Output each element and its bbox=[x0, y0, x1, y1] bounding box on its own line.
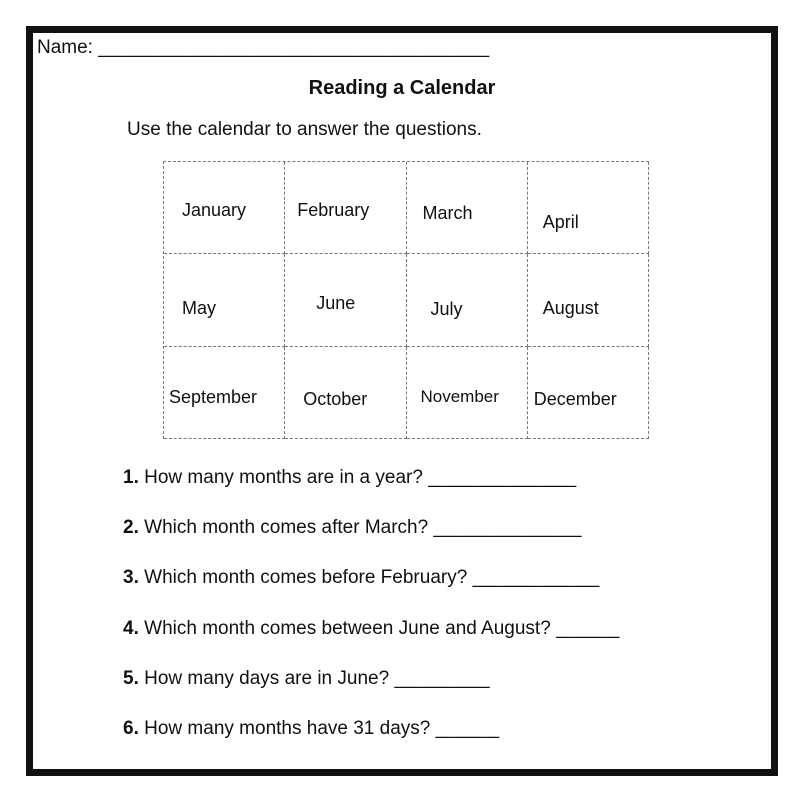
calendar-cell-january bbox=[164, 162, 285, 254]
month-label: August bbox=[542, 298, 599, 319]
month-label: February bbox=[297, 200, 370, 220]
name-row bbox=[37, 37, 489, 59]
month-label: June bbox=[316, 293, 356, 314]
question-text: How many months have 31 days? bbox=[144, 718, 431, 739]
month-label: March bbox=[422, 203, 473, 223]
month-label: October bbox=[303, 388, 368, 409]
worksheet-frame bbox=[26, 26, 778, 776]
calendar-cell-march bbox=[407, 162, 528, 254]
month-label: July bbox=[430, 299, 463, 320]
answer-blank: ______ bbox=[556, 618, 620, 639]
calendar-cell-july bbox=[407, 254, 528, 346]
question-2 bbox=[123, 517, 581, 539]
question-4 bbox=[123, 618, 619, 640]
month-label: May bbox=[182, 298, 217, 319]
calendar-cell-february bbox=[285, 162, 406, 254]
month-label: April bbox=[542, 212, 579, 232]
calendar-cell-april bbox=[528, 162, 649, 254]
question-text: Which month comes after March? bbox=[144, 517, 429, 538]
answer-blank: ______________ bbox=[433, 517, 582, 538]
question-text: Which month comes before February? bbox=[144, 567, 468, 588]
answer-blank: ______________ bbox=[428, 467, 577, 488]
question-number: 5. bbox=[123, 668, 139, 689]
name-blank: _____________________________________ bbox=[98, 37, 490, 58]
question-number: 2. bbox=[123, 517, 139, 538]
calendar-cell-may bbox=[164, 254, 285, 346]
month-label: September bbox=[169, 386, 258, 407]
answer-blank: ______ bbox=[435, 718, 500, 739]
question-1 bbox=[123, 467, 576, 489]
name-label: Name: bbox=[37, 37, 93, 58]
question-6 bbox=[123, 718, 499, 740]
calendar-cell-september bbox=[164, 347, 285, 439]
calendar-cell-august bbox=[528, 254, 649, 346]
question-text: How many days are in June? bbox=[144, 668, 390, 689]
question-number: 4. bbox=[123, 618, 139, 639]
calendar-cell-december bbox=[528, 347, 649, 439]
question-number: 1. bbox=[123, 467, 139, 488]
question-3 bbox=[123, 567, 599, 589]
month-label: November bbox=[420, 386, 499, 406]
calendar-cell-october bbox=[285, 347, 406, 439]
month-label: December bbox=[533, 388, 617, 409]
worksheet-title: Reading a Calendar bbox=[308, 77, 496, 99]
question-text: How many months are in a year? bbox=[144, 467, 423, 488]
calendar-cell-june bbox=[285, 254, 406, 346]
question-5 bbox=[123, 668, 490, 690]
question-text: Which month comes between June and August? bbox=[144, 618, 551, 639]
answer-blank: _________ bbox=[394, 668, 490, 689]
question-number: 3. bbox=[123, 567, 139, 588]
month-label: January bbox=[182, 200, 247, 220]
instructions: Use the calendar to answer the questions. bbox=[127, 119, 482, 140]
calendar-grid bbox=[163, 161, 649, 439]
calendar-cell-november bbox=[407, 347, 528, 439]
answer-blank: ____________ bbox=[472, 567, 600, 588]
question-number: 6. bbox=[123, 718, 139, 739]
